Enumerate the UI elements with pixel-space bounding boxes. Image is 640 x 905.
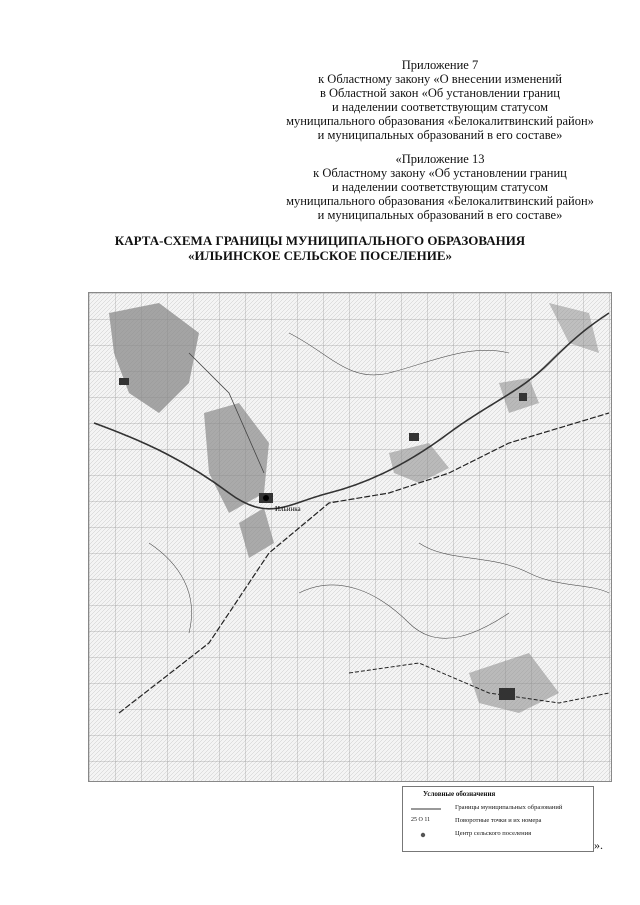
legend-label: Центр сельского поселения bbox=[455, 830, 532, 837]
header-line: Приложение 7 bbox=[401, 58, 479, 72]
document-title bbox=[0, 233, 640, 263]
header-line: «Приложение 13 bbox=[395, 152, 485, 166]
header-line: муниципального образования «Белокалитвинский район» bbox=[286, 114, 594, 128]
settlement bbox=[409, 433, 419, 441]
header-line: к Областному закону «О внесении изменений bbox=[318, 72, 562, 86]
map-canvas bbox=[89, 293, 611, 781]
settlement bbox=[119, 378, 129, 385]
legend-label: Поворотные точки и их номера bbox=[455, 817, 542, 824]
legend-label: Границы муниципальных образований bbox=[455, 804, 563, 811]
legend-item bbox=[403, 816, 593, 828]
header-line: и муниципальных образований в его составе» bbox=[317, 128, 563, 142]
legend-item bbox=[403, 829, 593, 841]
boundary-line-icon bbox=[411, 806, 441, 812]
header-line: и наделении соответствующим статусом bbox=[331, 100, 549, 114]
center-dot-icon bbox=[411, 832, 441, 838]
header-line: к Областному закону «Об установлении границ bbox=[313, 166, 567, 180]
village-center-marker bbox=[263, 495, 269, 501]
settlement bbox=[519, 393, 527, 401]
title-line-1: КАРТА-СХЕМА ГРАНИЦЫ МУНИЦИПАЛЬНОГО ОБРАЗОВАНИЯ bbox=[114, 233, 526, 248]
legend-item bbox=[403, 803, 593, 815]
title-line-2: «ИЛЬИНСКОЕ СЕЛЬСКОЕ ПОСЕЛЕНИЕ» bbox=[187, 248, 453, 263]
legend-title: Условные обозначения bbox=[423, 790, 496, 798]
center-label: Ильинка bbox=[275, 505, 301, 513]
map-legend bbox=[402, 786, 594, 852]
header-line: муниципального образования «Белокалитвинский район» bbox=[286, 194, 594, 208]
topographic-map bbox=[88, 292, 612, 782]
header-line: в Областной закон «Об установлении границ bbox=[319, 86, 560, 100]
settlement bbox=[499, 688, 515, 700]
closing-quote: ». bbox=[594, 838, 603, 852]
header-block bbox=[270, 58, 610, 222]
header-line: и муниципальных образований в его составе» bbox=[317, 208, 563, 222]
turning-points-icon: 25 О 11 bbox=[411, 817, 431, 823]
header-line: и наделении соответствующим статусом bbox=[331, 180, 549, 194]
